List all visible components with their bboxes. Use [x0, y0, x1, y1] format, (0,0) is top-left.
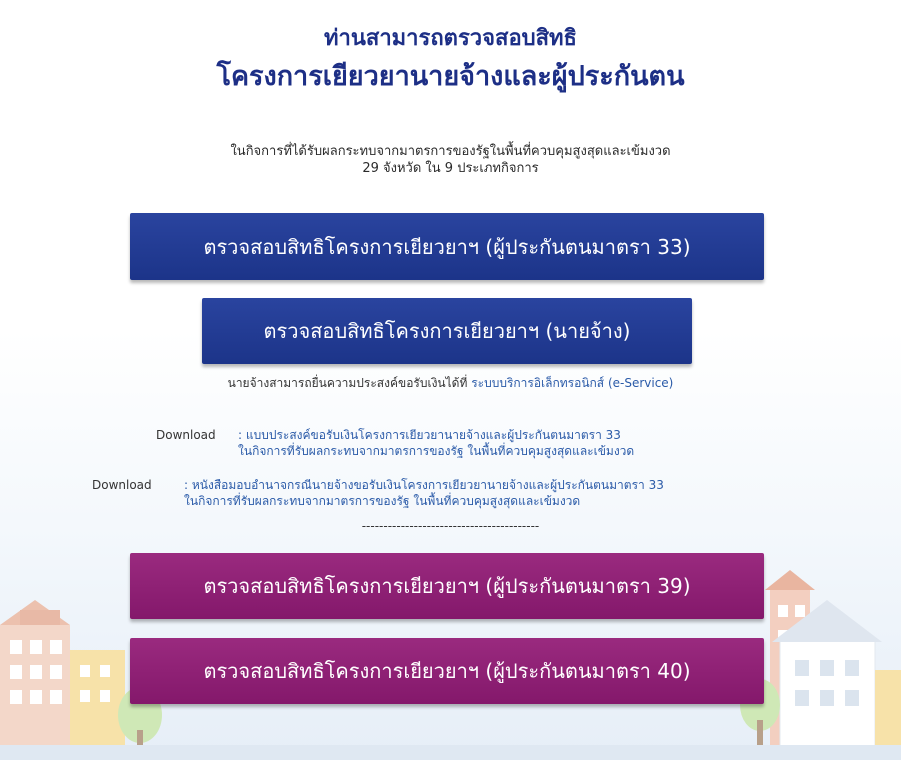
intro-line-1: ในกิจการที่ได้รับผลกระทบจากมาตรการของรัฐในพื้นที่ควบคุมสูงสุดและเข้มงวด	[230, 144, 671, 159]
section-divider: -----------------------------------------	[361, 519, 540, 533]
download-item	[156, 427, 756, 461]
download-link-line-1[interactable]: : แบบประสงค์ขอรับเงินโครงการเยียวยานายจ้างและผู้ประกันตนมาตรา 33	[238, 428, 621, 442]
download-label: Download	[92, 478, 152, 492]
download-link-request-form[interactable]	[238, 427, 634, 459]
download-link-line-2[interactable]: ในกิจการที่รับผลกระทบจากมาตรการของรัฐ ในพื้นที่ควบคุมสูงสุดและเข้มงวด	[238, 444, 635, 458]
download-link-line-2[interactable]: ในกิจการที่รับผลกระทบจากมาตรการของรัฐ ในพื้นที่ควบคุมสูงสุดและเข้มงวด	[184, 494, 581, 508]
title-line-1: ท่านสามารถตรวจสอบสิทธิ	[324, 26, 577, 51]
eservice-note	[0, 374, 901, 393]
download-link-power-of-attorney[interactable]	[184, 477, 664, 509]
download-label: Download	[156, 428, 216, 442]
download-item	[92, 477, 812, 511]
title-line-2: โครงการเยียวยานายจ้างและผู้ประกันตน	[216, 61, 685, 92]
eservice-text: นายจ้างสามารถยื่นความประสงค์ขอรับเงินได้ที่	[227, 376, 472, 390]
check-section40-button[interactable]: ตรวจสอบสิทธิโครงการเยียวยาฯ (ผู้ประกันตนมาตรา 40)	[130, 638, 764, 704]
check-employer-button[interactable]: ตรวจสอบสิทธิโครงการเยียวยาฯ (นายจ้าง)	[202, 298, 692, 364]
eservice-link[interactable]: ระบบบริการอิเล็กทรอนิกส์ (e-Service)	[471, 376, 674, 390]
intro-line-2: 29 จังหวัด ใน 9 ประเภทกิจการ	[362, 161, 539, 176]
check-section33-button[interactable]: ตรวจสอบสิทธิโครงการเยียวยาฯ (ผู้ประกันตนมาตรา 33)	[130, 213, 764, 280]
intro-text	[0, 143, 901, 177]
download-link-line-1[interactable]: : หนังสือมอบอำนาจกรณีนายจ้างขอรับเงินโครงการเยียวยานายจ้างและผู้ประกันตนมาตรา 33	[184, 478, 664, 492]
check-section39-button[interactable]: ตรวจสอบสิทธิโครงการเยียวยาฯ (ผู้ประกันตนมาตรา 39)	[130, 553, 764, 619]
